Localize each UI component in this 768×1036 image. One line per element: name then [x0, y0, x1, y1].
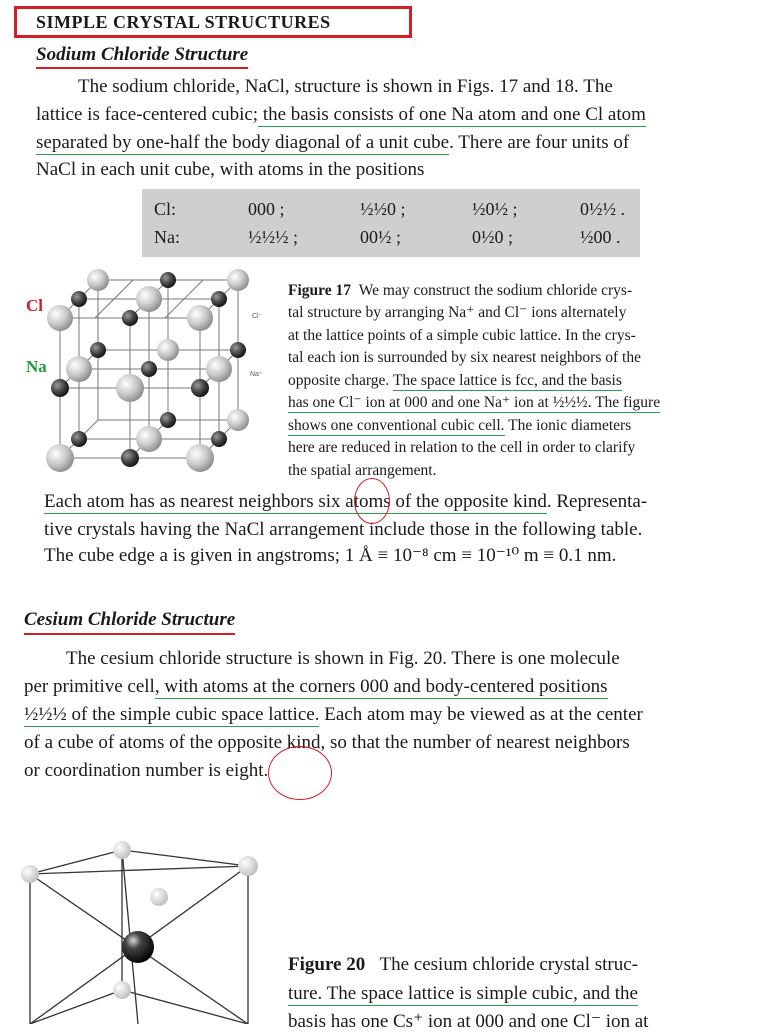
na-small-label: Na⁺ [250, 371, 263, 378]
cscl-heading: Cesium Chloride Structure [24, 609, 235, 635]
table-cell: 0½½ . [580, 199, 625, 219]
caption-line: here are reduced in relation to the cell in order to clarify [288, 439, 636, 456]
underlined-text: The space lattice is fcc, and the basis [392, 372, 622, 389]
six-circle-annotation [354, 478, 390, 524]
text-line: or coordination number is eight. [24, 760, 269, 781]
underlined-text: , with atoms at the corners 000 and body-centered positions [154, 676, 608, 697]
caption-line: the spatial arrangement. [288, 462, 437, 479]
cl-small-label: Cl⁻ [252, 313, 263, 320]
table-row-label: Cl: [154, 199, 177, 219]
text-span: Each atom may be viewed as at the center [319, 704, 643, 725]
text-line: NaCl in each unit cube, with atoms in the positions [36, 159, 425, 180]
table-cell: ½00 . [580, 227, 621, 247]
table-cell: ½½½ ; [248, 227, 299, 247]
text-span: per primitive cell [24, 676, 155, 697]
section-title: SIMPLE CRYSTAL STRUCTURES [36, 12, 331, 32]
underlined-text: the basis consists of one Na atom and one Cl atom [258, 104, 646, 125]
caption-line [288, 280, 632, 303]
caption-label: Figure 17 [288, 282, 351, 299]
table-cell: 0½0 ; [472, 227, 514, 247]
text-span: lattice is face-centered cubic; [36, 104, 259, 125]
fig20-cscl-cube-diagram [14, 830, 264, 1024]
caption-line [288, 415, 631, 438]
nacl-heading: Sodium Chloride Structure [36, 44, 248, 69]
fig17-na-label: Na [26, 357, 47, 376]
eight-circle-annotation [268, 746, 332, 800]
text-line [24, 673, 608, 701]
text-line: The cube edge a is given in angstroms; 1 Å ≡ 10⁻⁸ cm ≡ 10⁻¹⁰ m ≡ 0.1 nm. [44, 545, 617, 566]
fig17-atoms [46, 269, 249, 472]
caption-line: basis has one Cs⁺ ion at 000 and one Cl⁻ ion at [288, 1011, 649, 1032]
table-row-label: Na: [154, 227, 180, 247]
text-line: The cesium chloride structure is shown in Fig. 20. There is one molecule [66, 648, 620, 669]
text-span: . Representa- [546, 491, 648, 512]
fig17-nacl-cube-diagram [40, 266, 280, 482]
text-span: We may construct the sodium chloride crys- [358, 282, 633, 299]
text-span: The ionic diameters [504, 417, 632, 434]
underlined-text: Each atom has as nearest neighbors six atoms of the opposite kind [44, 491, 547, 512]
underlined-text: ½½½ of the simple cubic space lattice. [24, 704, 320, 725]
text-line: of a cube of atoms of the opposite kind, so that the number of nearest neighbors [24, 732, 630, 753]
fig17-cl-label: Cl [26, 296, 43, 315]
table-cell: ½½0 ; [360, 199, 406, 219]
text-span: opposite charge. [288, 372, 393, 389]
text-line [44, 488, 647, 516]
underlined-text: separated by one-half the body diagonal of a unit cube [36, 132, 450, 153]
caption-line: at the lattice points of a simple cubic lattice. In the crys- [288, 327, 636, 344]
caption-line [288, 392, 660, 415]
text-line: tive crystals having the NaCl arrangement include those in the following table. [44, 519, 643, 540]
underlined-text: ture. The space lattice is simple cubic, and the [288, 983, 638, 1004]
caption-line [288, 951, 638, 979]
caption-line: tal structure by arranging Na⁺ and Cl⁻ ions alternately [288, 304, 627, 321]
underlined-text: has one Cl⁻ ion at 000 and one Na⁺ ion at ½½½. The figure [288, 394, 661, 411]
text-line [24, 701, 643, 729]
caption-line [288, 370, 622, 393]
text-line [36, 129, 629, 157]
table-cell: 000 ; [248, 199, 285, 219]
positions-table [142, 189, 640, 257]
caption-line: tal each ion is surrounded by six nearest neighbors of the [288, 349, 641, 366]
text-line: The sodium chloride, NaCl, structure is shown in Figs. 17 and 18. The [78, 76, 613, 97]
text-span: The cesium chloride crystal struc- [379, 954, 638, 975]
underlined-text: shows one conventional cubic cell. [288, 417, 505, 434]
table-cell: ½0½ ; [472, 199, 518, 219]
caption-line [288, 980, 638, 1008]
cscl-atoms [21, 841, 258, 999]
text-line [36, 101, 646, 129]
table-cell: 00½ ; [360, 227, 402, 247]
text-span: . There are four units of [449, 132, 630, 153]
caption-label: Figure 20 [288, 954, 366, 975]
